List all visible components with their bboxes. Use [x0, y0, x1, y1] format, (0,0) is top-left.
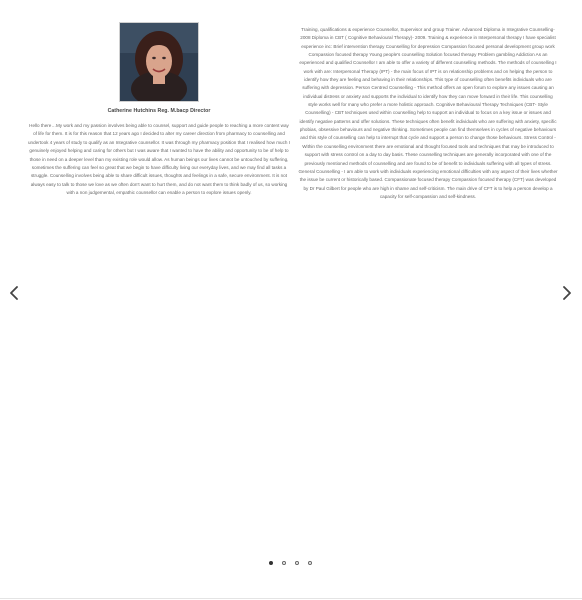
portrait-image: [120, 23, 198, 101]
chevron-left-icon: [9, 286, 19, 300]
profile-name: Catherine Hutchins Reg. M.bacp Director: [107, 108, 211, 114]
carousel-dot-4[interactable]: [308, 561, 312, 565]
carousel-prev-button[interactable]: [7, 284, 21, 302]
carousel-dot-2[interactable]: [282, 561, 286, 565]
bottom-divider: [0, 598, 582, 599]
carousel-dot-3[interactable]: [295, 561, 299, 565]
details-column: Training, qualifications & experience Counsellor, Supervisor and group Trainer. Advanced Diploma in Integrative Counselling- 2008 Diploma in CBT ( Cognitive Behavioural Therapy)- 2009. Training & experience in Interpersonal therapy I have specialist experience inc: Brief intervention therapy Counselling for depression Compassion focused personal development group work Compassion focused therapy Young people's counselling Solution focused therapy Problem gambling Addiction As an experienced and qualified Counsellor I am able to offer a variety of different counselling methods. The methods of counselling I work with are: Interpersonal Therapy (IPT) - the main focus of IPT is on relationship problems and on helping the person to identify how they are feeling and behaving in their relationships. This type of counselling often benefits individuals who are suffering with depression. Person Centred Counselling - This method offers an open forum to explore any issues causing an individual distress or anxiety and supports the individual to identify how they can move forward in their life. This counselling style works well for many who prefer a more holistic approach. Cognitive Behavioural Therapy Techniques (CBT- Style Counselling) - CBT techniques used within counselling help to support an individual to focus on a key issue or issues and identify negative patterns and offer solutions. These techniques often benefit individuals who are suffering with anxiety, specific phobias, obsessive behaviours and negative thinking. Sometimes people can find themselves in cycles of negative behaviours and this style of counselling can help to interrupt that cycle and support a person to change those behaviours. Stress Control - Within the counselling environment there are emotional and thought focused tools and techniques that may be introduced to support with stress control on a day to day basis. These counselling techniques are generally incorporated with one of the previously mentioned methods of counselling and are found to be of benefit to individuals suffering with all types of stress. General Counselling - I am able to work with individuals experiencing emotional difficulties with any aspect of their lives whether the issue be current or historically based. Compassionate focused therapy Compassion focused therapy (CFT) was developed by Dr Paul Gilbert for people who are high in shame and self-criticism. The main drive of CFT is to help a person develop a capacity for self-compassion and self-kindness.: [298, 27, 558, 199]
carousel-pagination: [269, 559, 312, 567]
carousel-next-button[interactable]: [560, 284, 574, 302]
profile-photo: [119, 22, 199, 102]
chevron-right-icon: [562, 286, 572, 300]
profile-bio: Hello there…My work and my passion involves being able to counsel, support and guide people to reaching a more content way of life for them. It is for this reason that 12 years ago I decided to alter my career direction from pharmacy to counselling and undertook 4 years of study to qualify as an Integrative counsellor. It was through my pharmacy position that I realised how much I genuinely enjoyed helping and caring for others but I was aware that I wanted to have the ability and opportunity to be of help to those in need on a deeper level than my existing role would allow. As human beings our lives cannot be untouched by suffering, sometimes the suffering can feel so great that we begin to have difficulty living our everyday lives, and we may find all tasks a struggle. Counselling involves being able to share difficult issues, thoughts and feelings in a safe, secure environment. It is not always easy to talk to those we love as we often don't want to hurt them, and do not want them to think badly of us, so working with a non judgemental, empathic counsellor can enable a person to explore issues openly.: [28, 123, 290, 196]
carousel-dot-1[interactable]: [269, 561, 273, 565]
profile-column: [28, 20, 290, 198]
